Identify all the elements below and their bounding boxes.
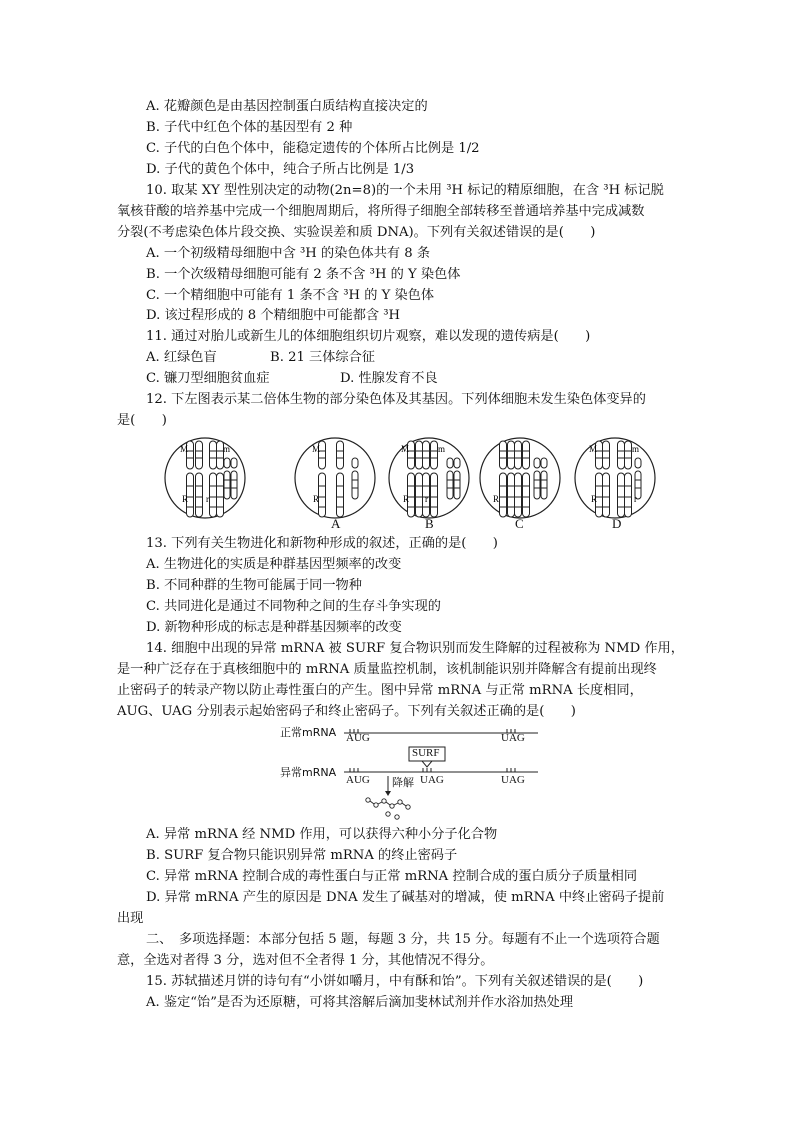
degrade-label: 降解 (392, 776, 414, 789)
q14-option-d: D. 异常 mRNA 产生的原因是 DNA 发生了碱基对的增减，使 mRNA 中终止密码子提前 (146, 890, 665, 905)
q14-option-d-cont: 出现 (117, 911, 144, 926)
abnormal-uag-label: UAG (501, 774, 525, 786)
svg-text:r: r (425, 494, 428, 504)
svg-text:M: M (180, 444, 189, 454)
q11-option-d: D. 性腺发育不良 (340, 371, 438, 386)
abnormal-aug-label: AUG (346, 774, 370, 786)
chromosome-figure (160, 430, 680, 530)
svg-text:R: R (493, 494, 500, 504)
cell-d (575, 438, 655, 518)
q12-stem-line-2: 是( ) (117, 413, 167, 428)
q10-option-a: A. 一个初级精母细胞中含 ³H 的染色体共有 8 条 (146, 246, 431, 261)
abnormal-uag-label-early: UAG (420, 774, 444, 786)
svg-text:M: M (401, 444, 410, 454)
cell-a (295, 438, 375, 518)
q13-option-a: A. 生物进化的实质是种群基因型频率的改变 (146, 557, 402, 572)
cell-label-d: D (612, 516, 622, 531)
reference-cell (165, 438, 245, 518)
q10-stem-line-3: 分裂(不考虑染色体片段交换、实验误差和质 DNA)。下列有关叙述错误的是( ) (117, 225, 596, 240)
cell-b (389, 438, 469, 518)
abnormal-mrna-label: 异常mRNA (280, 766, 337, 779)
q11-option-c: C. 镰刀型细胞贫血症 (146, 371, 270, 386)
q14-stem-line-4: AUG、UAG 分别表示起始密码子和终止密码子。下列有关叙述正确的是( ) (117, 704, 576, 719)
q12-stem-line-1: 12. 下左图表示某二倍体生物的部分染色体及其基因。下列体细胞未发生染色体变异的 (146, 392, 646, 407)
svg-text:R: R (182, 494, 189, 504)
q15-option-a: A. 鉴定“饴”是否为还原糖，可将其溶解后滴加斐林试剂并作水浴加热处理 (146, 995, 574, 1010)
q9-option-d: D. 子代的黄色个体中，纯合子所占比例是 1/3 (146, 162, 415, 177)
cell-label-c: C (515, 516, 524, 531)
q13-option-d: D. 新物种形成的标志是种群基因频率的改变 (146, 620, 402, 635)
q14-stem-line-1: 14. 细胞中出现的异常 mRNA 被 SURF 复合物识别而发生降解的过程被称为 NMD 作用， (146, 641, 684, 656)
svg-text:r: r (206, 494, 209, 504)
section2-heading: 二、 多项选择题：本部分包括 5 题，每题 3 分，共 15 分。每题有不止一个选项符合题 (146, 932, 660, 947)
q13-option-c: C. 共同进化是通过不同物种之间的生存斗争实现的 (146, 599, 441, 614)
q13-option-b: B. 不同种群的生物可能属于同一物种 (146, 578, 362, 593)
q11-option-a: A. 红绿色盲 (146, 350, 217, 365)
q13-stem: 13. 下列有关生物进化和新物种形成的叙述，正确的是( ) (146, 536, 498, 551)
q10-stem-line-2: 氧核苷酸的培养基中完成一个细胞周期后，将所得子细胞全部转移至普通培养基中完成减数 (117, 204, 645, 219)
svg-text:R: R (403, 494, 410, 504)
surf-label: SURF (412, 747, 440, 759)
q14-stem-line-3: 止密码子的转录产物以防止毒性蛋白的产生。图中异常 mRNA 与正常 mRNA 长度相同， (117, 683, 643, 698)
degraded-fragments-icon (366, 798, 410, 819)
q11-option-b: B. 21 三体综合征 (270, 350, 375, 365)
q11-stem: 11. 通过对胎儿或新生儿的体细胞组织切片观察，难以发现的遗传病是( ) (146, 329, 591, 344)
q10-option-b: B. 一个次级精母细胞可能有 2 条不含 ³H 的 Y 染色体 (146, 267, 461, 282)
svg-text:R: R (313, 494, 320, 504)
mrna-figure (280, 726, 550, 826)
q14-option-b: B. SURF 复合物只能识别异常 mRNA 的终止密码子 (146, 848, 458, 863)
section2-instructions: 意，全选对者得 3 分，选对但不全者得 1 分，其他情况不得分。 (117, 953, 494, 968)
svg-text:m: m (223, 444, 231, 454)
q15-stem: 15. 苏轼描述月饼的诗句有“小饼如嚼月，中有酥和饴”。下列有关叙述错误的是( ) (146, 974, 644, 989)
svg-text:M: M (312, 444, 321, 454)
q9-option-b: B. 子代中红色个体的基因型有 2 种 (146, 120, 353, 135)
normal-uag-label: UAG (501, 732, 525, 744)
cell-label-b: B (425, 516, 434, 531)
q10-stem-line-1: 10. 取某 XY 型性别决定的动物(2n=8)的一个未用 ³H 标记的精原细胞，在含 ³H 标记脱 (146, 183, 664, 198)
svg-text:M: M (589, 444, 598, 454)
svg-text:m: m (632, 444, 640, 454)
q9-option-c: C. 子代的白色个体中，能稳定遗传的个体所占比例是 1/2 (146, 141, 480, 156)
q14-stem-line-2: 是一种广泛存在于真核细胞中的 mRNA 质量监控机制，该机制能识别并降解含有提前出现终 (117, 662, 657, 677)
normal-mrna-label: 正常mRNA (280, 726, 337, 739)
svg-text:r: r (634, 494, 637, 504)
svg-text:m: m (438, 444, 446, 454)
q14-option-c: C. 异常 mRNA 控制合成的毒性蛋白与正常 mRNA 控制合成的蛋白质分子质量相同 (146, 869, 638, 884)
cell-c (480, 438, 560, 518)
q9-option-a: A. 花瓣颜色是由基因控制蛋白质结构直接决定的 (146, 99, 428, 114)
cell-label-a: A (331, 516, 341, 531)
q14-option-a: A. 异常 mRNA 经 NMD 作用，可以获得六种小分子化合物 (146, 827, 498, 842)
normal-aug-label: AUG (346, 732, 370, 744)
svg-text:R: R (591, 494, 598, 504)
q10-option-c: C. 一个精细胞中可能有 1 条不含 ³H 的 Y 染色体 (146, 288, 435, 303)
q10-option-d: D. 该过程形成的 8 个精细胞中可能都含 ³H (146, 308, 401, 323)
